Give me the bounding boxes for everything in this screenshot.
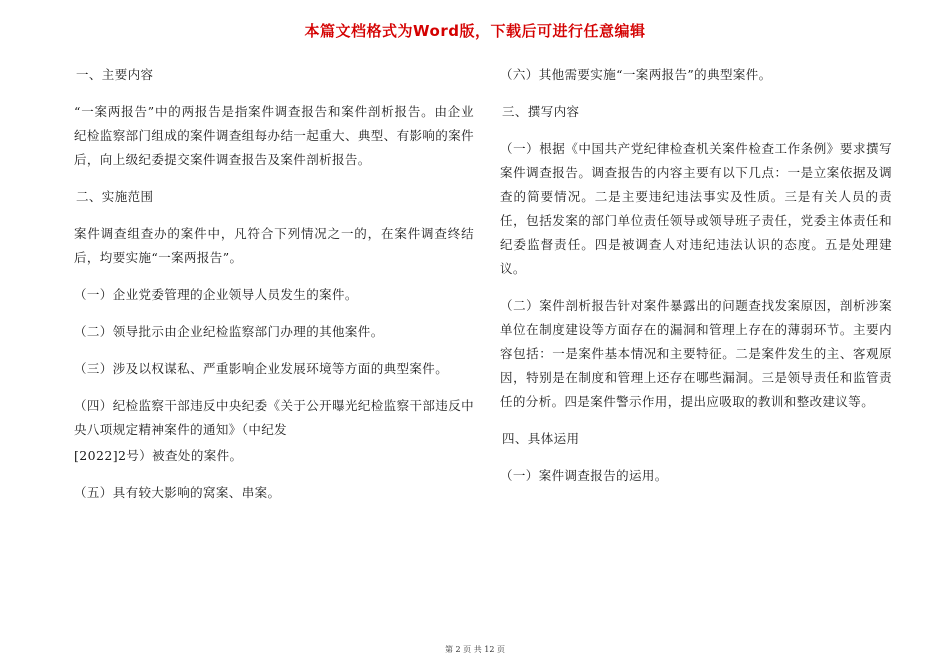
left-column [74, 63, 474, 518]
list-item-scope-3: （三）涉及以权谋私、严重影响企业发展环境等方面的典型案件。 [74, 361, 449, 376]
list-item-scope-2: （二）领导批示由企业纪检监察部门办理的其他案件。 [74, 324, 384, 339]
heading-application: 四、具体运用 [502, 431, 580, 446]
paragraph-scope: 案件调查组查办的案件中，凡符合下列情况之一的，在案件调查终结后，均要实施“一案两报告”。 [74, 226, 474, 265]
paragraph-definition: “一案两报告”中的两报告是指案件调查报告和案件剖析报告。由企业纪检监察部门组成的案件调查组每办结一起重大、典型、有影响的案件后，向上级纪委提交案件调查报告及案件剖析报告。 [74, 104, 474, 167]
heading-main-content: 一、主要内容 [76, 67, 154, 82]
download-banner: 本篇文档格式为Word版，下载后可进行任意编辑 [304, 22, 646, 40]
list-item-scope-4: （四）纪检监察干部违反中央纪委《关于公开曝光纪检监察干部违反中央八项规定精神案件的通知》（中纪发 [74, 398, 474, 437]
right-column [500, 63, 892, 501]
list-item-scope-6: （六）其他需要实施“一案两报告”的典型案件。 [500, 67, 772, 82]
list-item-application-1: （一）案件调查报告的运用。 [500, 468, 668, 483]
list-item-scope-1: （一）企业党委管理的企业领导人员发生的案件。 [74, 287, 358, 302]
paragraph-analysis-report: （二）案件剖析报告针对案件暴露出的问题查找发案原因，剖析涉案单位在制度建设等方面存在的漏洞和管理上存在的薄弱环节。主要内容包括：一是案件基本情况和主要特征。二是案件发生的主、客观原因，特别是在制度和管理上还存在哪些漏洞。三是领导责任和监管责任的分析。四是案件警示作用，提出应吸取的教训和整改建议等。 [500, 298, 892, 409]
heading-scope: 二、实施范围 [76, 189, 154, 204]
heading-writing-content: 三、撰写内容 [502, 104, 580, 119]
page-number: 第 2 页 共 12 页 [445, 645, 505, 654]
list-item-scope-5: （五）具有较大影响的窝案、串案。 [74, 485, 281, 500]
list-item-scope-4-cont: [2022]2号）被查处的案件。 [74, 448, 243, 463]
paragraph-investigation-report: （一）根据《中国共产党纪律检查机关案件检查工作条例》要求撰写案件调查报告。调查报告的内容主要有以下几点：一是立案依据及调查的简要情况。二是主要违纪违法事实及性质。三是有关人员的责任，包括发案的部门单位责任领导或领导班子责任，党委主体责任和纪委监督责任。四是被调查人对违纪违法认识的态度。五是处理建议。 [500, 141, 892, 276]
